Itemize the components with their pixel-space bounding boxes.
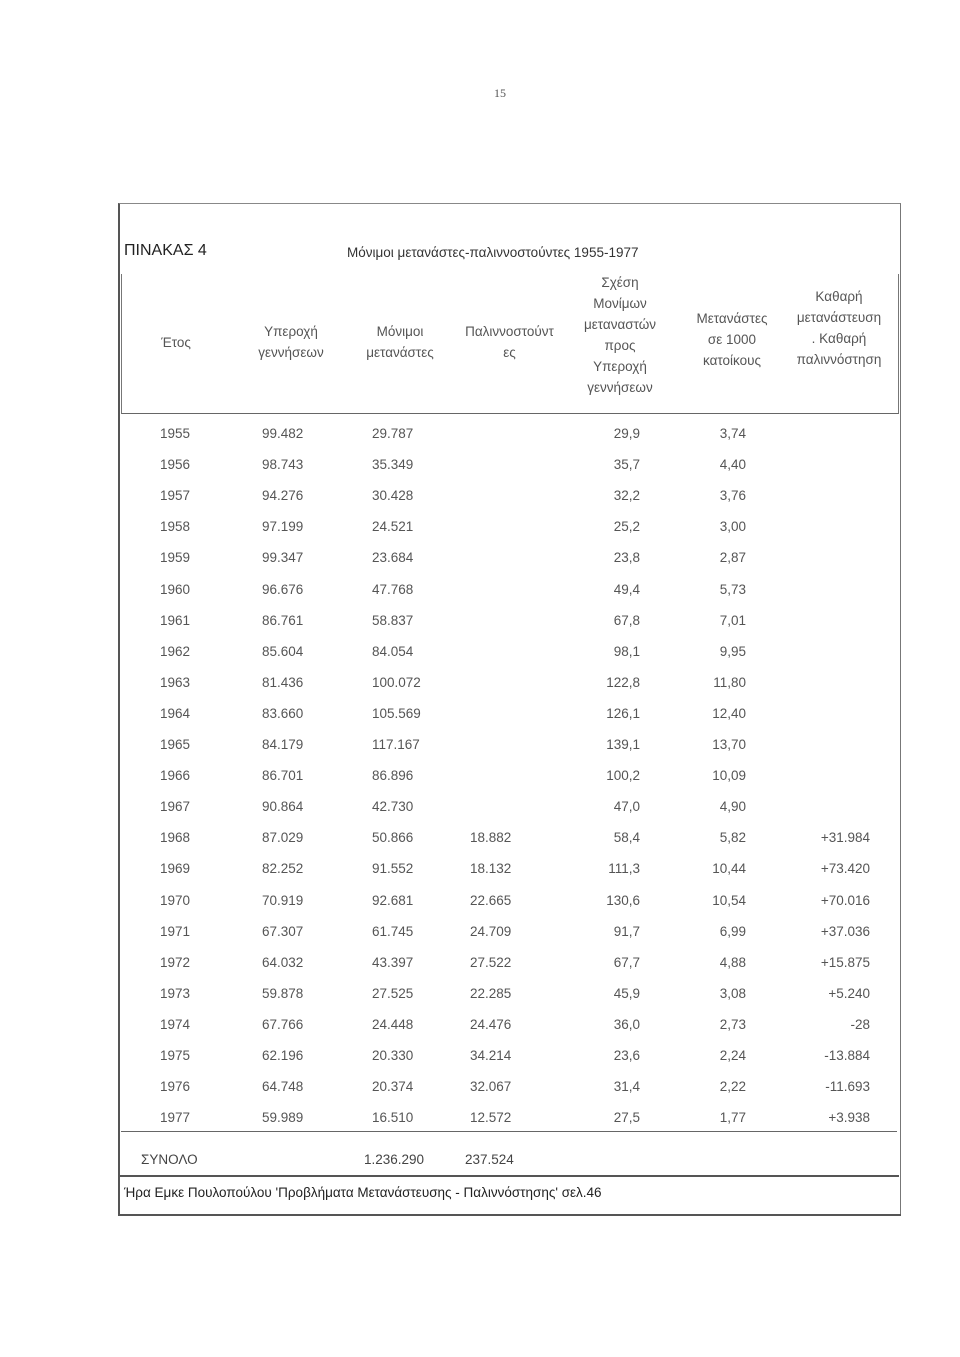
cell-returning: 32.067 <box>470 1079 512 1095</box>
cell-relation: 122,8 <box>606 674 640 690</box>
cell-excess: 87.029 <box>262 830 304 846</box>
cell-net: -11.693 <box>825 1079 870 1095</box>
cell-returning: 24.476 <box>470 1016 512 1032</box>
cell-permanent: 50.866 <box>372 830 414 846</box>
header-net-migration: Καθαρή μετανάστευση . Καθαρή παλιννόστηση <box>796 289 882 367</box>
cell-year: 1958 <box>160 519 191 535</box>
table-row <box>0 768 960 788</box>
table-row <box>0 986 960 1006</box>
cell-permanent: 58.837 <box>372 612 414 628</box>
table-row <box>0 426 960 446</box>
header-permanent-emigrants: Μόνιμοι μετανάστες <box>366 324 434 360</box>
cell-permanent: 86.896 <box>372 768 414 784</box>
cell-year: 1955 <box>160 426 191 441</box>
cell-relation: 91,7 <box>613 923 640 939</box>
cell-year: 1964 <box>160 705 191 721</box>
cell-relation: 23,6 <box>613 1048 640 1063</box>
cell-permanent: 29.787 <box>372 426 414 441</box>
cell-relation: 67,7 <box>613 954 640 970</box>
table-row <box>0 613 960 633</box>
cell-excess: 59.989 <box>262 1110 304 1126</box>
cell-permanent: 20.330 <box>372 1048 414 1063</box>
cell-excess: 90.864 <box>262 799 304 815</box>
cell-net: +15.875 <box>820 954 870 970</box>
table-row <box>0 519 960 539</box>
cell-returning: 34.214 <box>470 1048 512 1063</box>
cell-year: 1965 <box>160 737 191 752</box>
table-bottom-border <box>118 1214 901 1216</box>
cell-per1000: 9,95 <box>719 643 746 659</box>
cell-relation: 25,2 <box>613 519 640 535</box>
table-row <box>0 1110 960 1130</box>
cell-excess: 97.199 <box>262 519 304 535</box>
cell-per1000: 4,90 <box>719 799 746 815</box>
page-number: 15 <box>494 86 506 100</box>
table-row <box>0 1079 960 1099</box>
cell-net: +31.984 <box>820 830 870 846</box>
header-relation: Σχέση Μονίμων μεταναστών προς Υπεροχή γεννήσεων <box>583 275 657 395</box>
cell-permanent: 27.525 <box>372 985 414 1001</box>
table-row <box>0 830 960 850</box>
cell-year: 1976 <box>160 1079 191 1095</box>
cell-excess: 82.252 <box>262 861 304 877</box>
table-row <box>0 799 960 819</box>
cell-excess: 94.276 <box>262 488 304 504</box>
cell-permanent: 61.745 <box>372 923 414 939</box>
cell-relation: 23,8 <box>613 550 640 566</box>
header-birth-excess: Υπεροχή γεννήσεων <box>258 324 324 360</box>
cell-permanent: 100.072 <box>372 674 421 690</box>
cell-returning: 18.882 <box>470 830 512 846</box>
cell-excess: 83.660 <box>262 705 304 721</box>
cell-per1000: 10,44 <box>712 861 746 877</box>
cell-permanent: 16.510 <box>372 1110 414 1126</box>
cell-permanent: 92.681 <box>372 892 414 908</box>
cell-permanent: 24.448 <box>372 1016 414 1032</box>
cell-per1000: 3,74 <box>719 426 746 441</box>
cell-permanent: 105.569 <box>372 705 421 721</box>
cell-excess: 99.347 <box>262 550 304 566</box>
cell-excess: 99.482 <box>262 426 304 441</box>
cell-per1000: 1,77 <box>719 1110 746 1126</box>
cell-year: 1961 <box>160 612 191 628</box>
total-returning: 237.524 <box>465 1152 514 1167</box>
cell-permanent: 20.374 <box>372 1079 414 1095</box>
table-label: ΠΙΝΑΚΑΣ 4 <box>124 242 207 259</box>
cell-per1000: 2,22 <box>719 1079 746 1095</box>
cell-excess: 62.196 <box>262 1048 304 1063</box>
cell-year: 1967 <box>160 799 191 815</box>
cell-year: 1968 <box>160 830 191 846</box>
cell-permanent: 47.768 <box>372 581 414 597</box>
table-row <box>0 955 960 975</box>
cell-excess: 59.878 <box>262 985 304 1001</box>
cell-net: +37.036 <box>820 923 870 939</box>
table-row <box>0 582 960 602</box>
cell-year: 1971 <box>160 923 191 939</box>
table-row <box>0 488 960 508</box>
cell-per1000: 5,82 <box>719 830 746 846</box>
cell-excess: 70.919 <box>262 892 304 908</box>
table-row <box>0 550 960 570</box>
cell-relation: 58,4 <box>613 830 640 846</box>
cell-returning: 22.285 <box>470 985 512 1001</box>
cell-relation: 67,8 <box>613 612 640 628</box>
cell-year: 1972 <box>160 954 191 970</box>
cell-excess: 64.748 <box>262 1079 304 1095</box>
cell-returning: 22.665 <box>470 892 512 908</box>
total-permanent: 1.236.290 <box>364 1152 425 1167</box>
cell-year: 1960 <box>160 581 191 597</box>
cell-permanent: 30.428 <box>372 488 414 504</box>
total-label: ΣΥΝΟΛΟ <box>141 1152 198 1167</box>
cell-year: 1966 <box>160 768 191 784</box>
cell-year: 1963 <box>160 674 191 690</box>
cell-year: 1970 <box>160 892 191 908</box>
cell-per1000: 11,80 <box>713 674 746 690</box>
cell-permanent: 117.167 <box>372 737 420 752</box>
cell-net: +3.938 <box>828 1110 870 1126</box>
header-returnees: Παλιννοστούντ ες <box>465 324 554 360</box>
cell-relation: 98,1 <box>613 643 640 659</box>
table-row <box>0 861 960 881</box>
cell-year: 1956 <box>160 457 191 473</box>
table-row <box>0 706 960 726</box>
cell-excess: 67.766 <box>262 1016 304 1032</box>
cell-year: 1969 <box>160 861 191 877</box>
cell-excess: 86.761 <box>262 612 304 628</box>
cell-excess: 81.436 <box>262 674 304 690</box>
cell-relation: 47,0 <box>613 799 640 815</box>
cell-permanent: 84.054 <box>372 643 414 659</box>
cell-returning: 24.709 <box>470 923 512 939</box>
cell-per1000: 10,09 <box>712 768 746 784</box>
cell-permanent: 42.730 <box>372 799 414 815</box>
cell-net: +70.016 <box>820 892 870 908</box>
cell-relation: 29,9 <box>613 426 640 441</box>
table-row <box>0 1048 960 1068</box>
source-citation: Ήρα Εμκε Πουλοπούλου 'Προβλήματα Μετανάστευσης - Παλιννόστησης' σελ.46 <box>124 1185 602 1200</box>
cell-permanent: 23.684 <box>372 550 414 566</box>
cell-relation: 130,6 <box>606 892 640 908</box>
cell-relation: 126,1 <box>606 705 640 721</box>
cell-per1000: 2,73 <box>719 1016 746 1032</box>
cell-returning: 18.132 <box>470 861 512 877</box>
table-row <box>0 644 960 664</box>
table-row <box>0 893 960 913</box>
cell-permanent: 43.397 <box>372 954 414 970</box>
cell-permanent: 24.521 <box>372 519 414 535</box>
table-row <box>0 1017 960 1037</box>
cell-excess: 84.179 <box>262 737 304 752</box>
cell-year: 1962 <box>160 643 191 659</box>
table-row <box>0 675 960 695</box>
cell-permanent: 91.552 <box>372 861 414 877</box>
cell-returning: 12.572 <box>470 1110 512 1126</box>
table-row <box>0 737 960 757</box>
cell-year: 1959 <box>160 550 191 566</box>
cell-relation: 27,5 <box>613 1110 640 1126</box>
cell-per1000: 5,73 <box>719 581 746 597</box>
cell-excess: 85.604 <box>262 643 304 659</box>
cell-net: -13.884 <box>824 1048 870 1063</box>
cell-net: +73.420 <box>820 861 870 877</box>
cell-excess: 64.032 <box>262 954 304 970</box>
source-divider <box>119 1175 899 1177</box>
cell-excess: 67.307 <box>262 923 304 939</box>
cell-permanent: 35.349 <box>372 457 414 473</box>
header-per-1000: Μετανάστες σε 1000 κατοίκους <box>696 311 768 368</box>
cell-excess: 98.743 <box>262 457 304 473</box>
cell-per1000: 3,00 <box>719 519 746 535</box>
cell-per1000: 2,24 <box>719 1048 746 1063</box>
cell-relation: 111,3 <box>608 861 640 877</box>
table-row <box>0 457 960 477</box>
cell-relation: 139,1 <box>606 737 640 752</box>
cell-year: 1975 <box>160 1048 191 1063</box>
cell-net: +5.240 <box>828 985 870 1001</box>
cell-year: 1974 <box>160 1016 191 1032</box>
cell-year: 1973 <box>160 985 191 1001</box>
cell-relation: 49,4 <box>613 581 640 597</box>
table-row <box>0 924 960 944</box>
cell-relation: 36,0 <box>613 1016 640 1032</box>
cell-per1000: 12,40 <box>712 705 746 721</box>
cell-year: 1977 <box>160 1110 191 1126</box>
cell-per1000: 3,08 <box>719 985 746 1001</box>
cell-excess: 96.676 <box>262 581 304 597</box>
header-year: Έτος <box>161 335 191 350</box>
cell-relation: 35,7 <box>613 457 640 473</box>
cell-per1000: 7,01 <box>719 612 746 628</box>
cell-net: -28 <box>850 1016 870 1032</box>
cell-excess: 86.701 <box>262 768 304 784</box>
cell-per1000: 13,70 <box>712 737 746 752</box>
cell-per1000: 10,54 <box>712 892 746 908</box>
cell-relation: 45,9 <box>613 985 640 1001</box>
cell-per1000: 4,88 <box>719 954 746 970</box>
cell-year: 1957 <box>160 488 191 504</box>
cell-relation: 31,4 <box>613 1079 640 1095</box>
cell-relation: 100,2 <box>606 768 640 784</box>
cell-per1000: 3,76 <box>719 488 746 504</box>
cell-per1000: 4,40 <box>719 457 746 473</box>
total-divider <box>121 1131 897 1132</box>
cell-per1000: 6,99 <box>719 923 746 939</box>
cell-returning: 27.522 <box>470 954 512 970</box>
cell-relation: 32,2 <box>613 488 640 504</box>
table-caption: Μόνιμοι μετανάστες-παλιννοστούντες 1955-1977 <box>347 245 639 260</box>
cell-per1000: 2,87 <box>719 550 746 566</box>
